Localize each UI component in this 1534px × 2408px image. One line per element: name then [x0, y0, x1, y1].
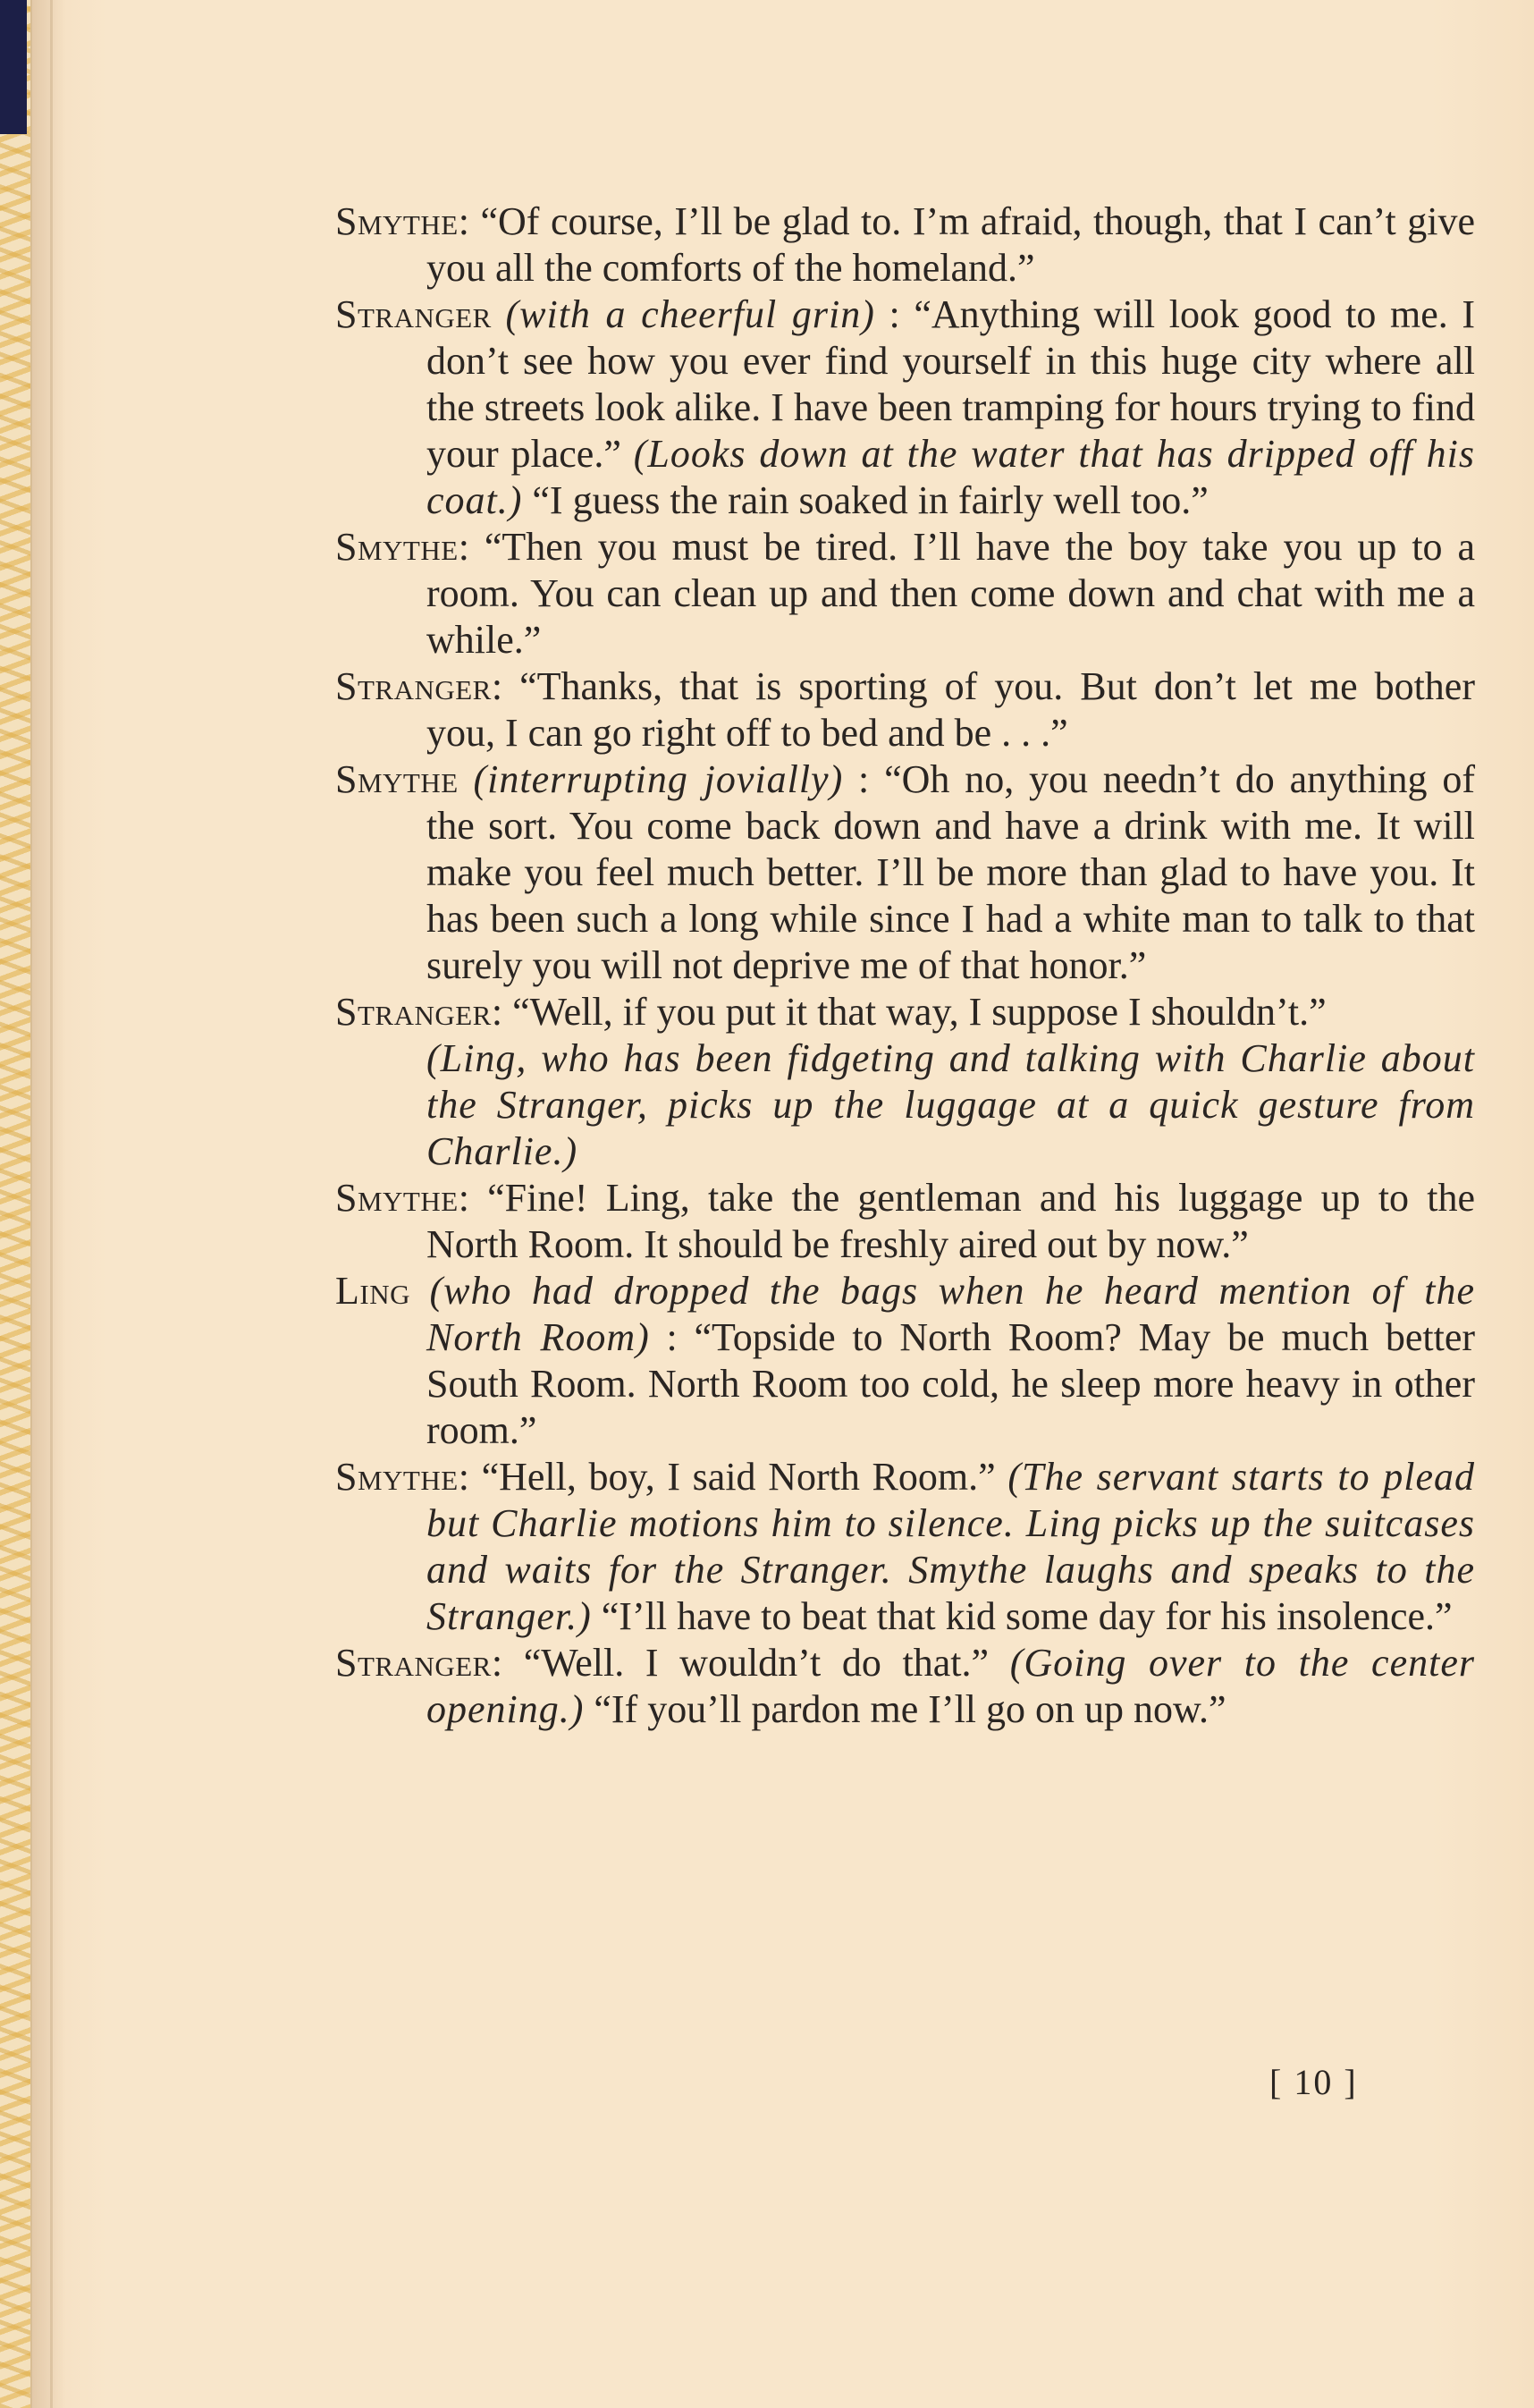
stage-direction: (with a cheerful grin): [505, 292, 875, 336]
speaker-separator: [410, 1269, 429, 1313]
dialogue-text: “Well. I wouldn’t do that.”: [523, 1641, 1010, 1685]
dialogue-text: “Thanks, that is sporting of you. But don’t let me bother you, I can go right off to bed and be . . .”: [426, 664, 1475, 755]
speaker-name: Ling: [335, 1269, 410, 1313]
stage-direction: (who had dropped the bags when he heard mention of the North Room): [426, 1269, 1475, 1359]
speaker-name: Smythe: [335, 199, 459, 243]
speaker-name: Stranger: [335, 990, 492, 1034]
speaker-separator: :: [491, 664, 520, 708]
dialogue-line: [335, 524, 1475, 663]
dialogue-text: “I guess the rain soaked in fairly well too.”: [522, 478, 1209, 522]
speaker-separator: [492, 292, 506, 336]
dialogue-text: : “Topside to North Room? May be much better South Room. North Room too cold, he sleep more heavy in other room.”: [426, 1315, 1475, 1452]
dialogue-line: [335, 1640, 1475, 1733]
dialogue-text: “If you’ll pardon me I’ll go on up now.”: [584, 1687, 1226, 1731]
speaker-separator: :: [458, 1455, 482, 1499]
speaker-separator: :: [458, 199, 481, 243]
dialogue-text: “Well, if you put it that way, I suppose I shouldn’t.”: [512, 990, 1327, 1034]
dialogue-text: : “Anything will look good to me. I don’t see how you ever find yourself in this huge city where all the streets look alike. I have been tramping for hours trying to find your place.”: [426, 292, 1475, 476]
dialogue-line: [335, 756, 1475, 989]
speaker-name: Stranger: [335, 664, 492, 708]
dialogue-text: “Fine! Ling, take the gentleman and his luggage up to the North Room. It should be freshly aired out by now.”: [426, 1176, 1475, 1266]
dialogue-text: : “Oh no, you needn’t do anything of the sort. You come back down and have a drink with me. It will make you feel much better. I’ll be more than glad to have you. It has been such a long while since I had a white man to talk to that surely you will not deprive me of that honor.”: [426, 757, 1476, 987]
speaker-name: Smythe: [335, 1455, 459, 1499]
speaker-separator: :: [491, 990, 513, 1034]
dialogue-text: “Then you must be tired. I’ll have the boy take you up to a room. You can clean up and then come down and chat with me a while.”: [426, 525, 1475, 662]
dialogue-line: [335, 199, 1475, 291]
play-script-text: [335, 199, 1475, 1733]
binding-tab: [0, 0, 27, 134]
dialogue-line: [335, 1268, 1475, 1454]
dialogue-line: [335, 663, 1475, 756]
stage-direction: (Looks down at the water that has dripped off his coat.): [426, 432, 1475, 522]
speaker-name: Smythe: [335, 1176, 459, 1220]
stage-direction: (Going over to the center opening.): [426, 1641, 1475, 1731]
stage-direction: (The servant starts to plead but Charlie motions him to silence. Ling picks up the suitcases and waits for the Stranger. Smythe laughs and speaks to the Stranger.): [426, 1455, 1475, 1638]
dialogue-line: [335, 989, 1475, 1035]
stage-direction: (interrupting jovially): [473, 757, 844, 801]
dialogue-line: [335, 1454, 1475, 1640]
dialogue-text: “Of course, I’ll be glad to. I’m afraid, though, that I can’t give you all the comforts of the homeland.”: [426, 199, 1475, 290]
stage-direction: (Ling, who has been fidgeting and talking with Charlie about the Stranger, picks up the luggage at a quick gesture from Charlie.): [426, 1036, 1475, 1173]
speaker-name: Smythe: [335, 757, 459, 801]
stage-direction-paragraph: [335, 1035, 1475, 1175]
speaker-separator: :: [458, 525, 485, 569]
decorative-binding-strip: [0, 0, 32, 2408]
speaker-name: Stranger: [335, 292, 492, 336]
speaker-separator: :: [491, 1641, 524, 1685]
dialogue-line: [335, 1175, 1475, 1268]
page-number: [ 10 ]: [1269, 2062, 1358, 2102]
speaker-separator: [459, 757, 474, 801]
dialogue-text: “I’ll have to beat that kid some day for his insolence.”: [591, 1594, 1453, 1638]
gutter-line: [50, 0, 53, 2408]
dialogue-line: [335, 291, 1475, 524]
gutter-shadow: [30, 0, 66, 2408]
speaker-name: Smythe: [335, 525, 459, 569]
speaker-name: Stranger: [335, 1641, 492, 1685]
dialogue-text: “Hell, boy, I said North Room.”: [481, 1455, 1008, 1499]
speaker-separator: :: [458, 1176, 488, 1220]
